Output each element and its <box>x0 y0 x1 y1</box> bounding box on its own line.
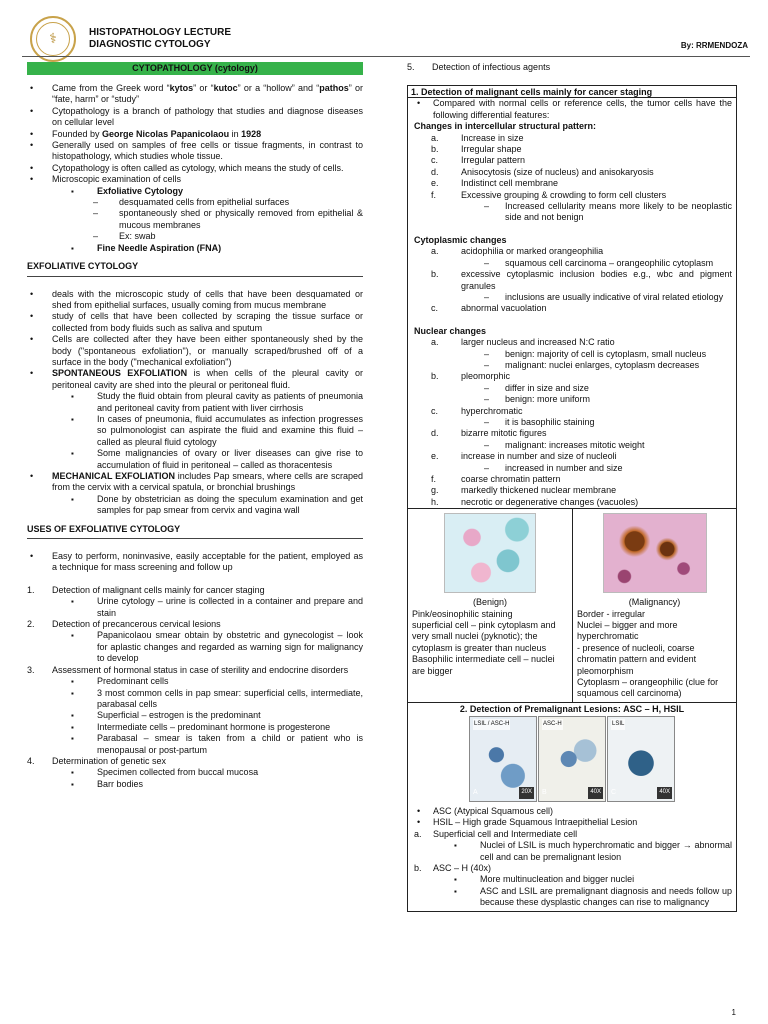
benign-micrograph-image <box>444 513 536 593</box>
list-item: • Founded by George Nicolas Papanicolaou in 1928 <box>27 129 363 140</box>
list-item: • SPONTANEOUS EXFOLIATION is when cells of the pleural cavity or peritoneal cavity are shed into the pleural or peritoneal fluid. <box>27 368 363 391</box>
section-heading-exfoliative: EXFOLIATIVE CYTOLOGY <box>27 261 363 276</box>
list-item: – benign: more uniform <box>480 394 732 405</box>
list-item: • Microscopic examination of cells <box>27 174 363 185</box>
list-item: e. increase in number and size of nucleoli <box>431 451 617 462</box>
list-item: b. pleomorphic <box>431 371 511 382</box>
premalignant-title: 2. Detection of Premalignant Lesions: ASC – H, HSIL <box>408 702 736 714</box>
list-item: • Cytopathology is often called as cytology, which means the study of cells. <box>27 163 363 174</box>
list-item: c. hyperchromatic <box>431 405 523 416</box>
list-item: 2. Detection of precancerous cervical lesions <box>27 619 221 630</box>
list-item: ▪ Done by obstetrician as doing the speculum examination and get samples for pap smear from cervix and vagina wall <box>71 494 363 517</box>
list-item: ▪ Fine Needle Aspiration (FNA) <box>71 243 363 254</box>
header-divider <box>22 56 750 57</box>
list-item: ▪ Papanicolaou smear obtain by obstetric and gynecologist – look for aplastic changes and regarded as warning sign for malignancy to develop <box>71 630 363 664</box>
list-item: c. abnormal vacuolation <box>431 303 547 314</box>
exfoliative-points <box>27 289 363 392</box>
caduceus-seal-icon: ⚕ <box>30 16 76 62</box>
box-title: 1. Detection of malignant cells mainly for cancer staging <box>408 86 736 98</box>
malignant-detection-box <box>407 85 737 911</box>
malignancy-cell: (Malignancy) Border - irregular Nuclei – bigger and more hyperchromatic - presence of nucleoli, coarse chromatin pattern and evident pleomorphism Cytoplasm – orangeophilic (clue for squamous cell carcinoma) <box>572 509 736 702</box>
benign-cell: (Benign) Pink/eosinophilic staining superficial cell – pink cytoplasm and very small nuclei (pyknotic); the cytoplasm is greater than nucleus Basophilic intermediate cell – nuclei are bigger <box>408 509 572 702</box>
spontaneous-sublist <box>71 391 363 471</box>
list-item: • HSIL – High grade Squamous Intraepithelial Lesion <box>414 817 732 828</box>
list-item: 4. Determination of genetic sex <box>27 755 167 766</box>
list-item: – it is basophilic staining <box>480 417 732 428</box>
list-item: d. Anisocytosis (size of nucleus) and anisokaryosis <box>431 166 654 177</box>
list-item: 1. Detection of malignant cells mainly for cancer staging <box>27 584 265 595</box>
list-item: c. Irregular pattern <box>431 155 526 166</box>
page-number: 1 <box>731 1008 736 1017</box>
author-byline: By: RRMENDOZA <box>680 41 748 50</box>
list-item: h. necrotic or degenerative changes (vacuoles) <box>431 496 639 507</box>
list-item: • study of cells that have been collected by scraping the tissue surface or collected from body fluids such as saliva and sputum <box>27 311 363 334</box>
list-item: ▪ Study the fluid obtain from pleural cavity as patients of pneumonia and peritoneal cavity from patient with liver cirrhosis <box>71 391 363 414</box>
list-item: ▪ Intermediate cells – predominant hormone is progesterone <box>71 722 363 733</box>
list-item: ▪ Superficial – estrogen is the predominant <box>71 710 363 721</box>
list-item: b. excessive cytoplasmic inclusion bodies e.g., wbc and pigment granules <box>431 269 732 291</box>
lsil-asch-micrograph-image: LSIL / ASC-H A 20X <box>469 716 537 802</box>
list-item: f. coarse chromatin pattern <box>431 474 561 484</box>
right-column <box>407 62 737 912</box>
malignancy-caption: (Malignancy) <box>628 597 681 608</box>
list-item: – squamous cell carcinoma – orangeophilic cytoplasm <box>480 258 732 269</box>
list-item: f. Excessive grouping & crowding to form cell clusters <box>431 189 667 200</box>
list-item: a. Increase in size <box>431 132 524 143</box>
section-title-cytopathology: CYTOPATHOLOGY (cytology) <box>27 62 363 75</box>
list-item: – differ in size and size <box>480 383 732 394</box>
list-item: • Came from the Greek word “kytos” or “kutoc” or a “hollow” and “pathos” or “fate, harm” or “study” <box>27 83 363 106</box>
list-item: ▪ Exfoliative Cytology <box>71 186 363 197</box>
document-title: HISTOPATHOLOGY LECTURE DIAGNOSTIC CYTOLOGY <box>89 27 232 50</box>
list-item: • ASC (Atypical Squamous cell) <box>414 806 732 817</box>
asc-image-strip <box>408 716 736 802</box>
list-item: ▪ ASC and LSIL are premalignant diagnosis and needs follow up because these dysplastic changes can rise to malignancy <box>454 886 732 909</box>
list-item: g. markedly thickened nuclear membrane <box>431 485 617 496</box>
asch-micrograph-image: ASC-H B 40X <box>538 716 606 802</box>
list-item: ▪ Some malignancies of ovary or liver diseases can give rise to accumulation of fluid in peritoneal – called as thoracentesis <box>71 448 363 471</box>
mechanical-sublist <box>71 494 363 517</box>
list-item: a. Superficial cell and Intermediate cell <box>414 828 578 839</box>
subheading-nuclear: Nuclear changes <box>414 325 487 336</box>
list-item: • Generally used on samples of free cells or tissue fragments, in contrast to histopathology, which studies whole tissue. <box>27 140 363 163</box>
list-item: b. Irregular shape <box>431 144 522 155</box>
list-item: • Cytopathology is a branch of pathology that studies and diagnose diseases on cellular level <box>27 106 363 129</box>
list-item: ▪ Predominant cells <box>71 676 363 687</box>
list-item: ▪ More multinucleation and bigger nuclei <box>454 874 732 885</box>
list-item: • Compared with normal cells or reference cells, the tumor cells have the following differential features: <box>414 98 732 121</box>
list-item: d. bizarre mitotic figures <box>431 428 547 439</box>
list-item: ▪ Specimen collected from buccal mucosa <box>71 767 363 778</box>
examination-types <box>71 186 363 197</box>
list-item: – malignant: increases mitotic weight <box>480 440 732 451</box>
list-item: • Easy to perform, noninvasive, easily acceptable for the patient, employed as a technique for mass screening and follow up <box>27 551 363 574</box>
list-item: b. ASC – H (40x) <box>414 862 492 873</box>
list-item: ▪ Parabasal – smear is taken from a child or patient who is menopausal or post-partum <box>71 733 363 756</box>
intro-list <box>27 83 363 186</box>
list-item: ▪ Nuclei of LSIL is much hyperchromatic and bigger → abnormal cell and can be premalignant lesion <box>454 840 732 863</box>
list-item: – benign: majority of cell is cytoplasm, small nucleus <box>480 349 732 360</box>
list-item: ▪ Barr bodies <box>71 779 363 790</box>
list-item: – Increased cellularity means more likely to be neoplastic side and not benign <box>480 201 732 224</box>
left-column <box>27 62 363 790</box>
list-item: – malignant: nuclei enlarges, cytoplasm decreases <box>480 360 732 371</box>
list-item: e. Indistinct cell membrane <box>431 178 559 189</box>
subheading-cytoplasmic: Cytoplasmic changes <box>414 234 507 245</box>
list-item: 5. Detection of infectious agents <box>407 62 551 72</box>
comparison-images <box>408 508 736 702</box>
subheading-structural: Changes in intercellular structural pattern: <box>414 121 597 132</box>
list-item: 3. Assessment of hormonal status in case of sterility and endocrine disorders <box>27 664 349 675</box>
list-item: ▪ Urine cytology – urine is collected in a container and prepare and stain <box>71 596 363 619</box>
list-item: • Cells are collected after they have been either spontaneously shed by the body ("spontaneous exfoliation"), or manually scraped/brushed off of a surface in the body ("mechanical exfoliation") <box>27 334 363 368</box>
benign-caption: (Benign) <box>472 597 508 608</box>
list-item: • MECHANICAL EXFOLIATION includes Pap smears, where cells are scraped from the cervix with a cervical spatula, or bronchial brushings <box>27 471 363 494</box>
malignancy-micrograph-image <box>603 513 707 593</box>
structural-list <box>428 133 732 201</box>
list-item: a. larger nucleus and increased N:C ratio <box>431 337 615 348</box>
uses-list <box>27 585 363 596</box>
list-item: – spontaneously shed or physically removed from epithelial & mucous membranes <box>93 208 363 231</box>
lsil-micrograph-image: LSIL C 40X <box>607 716 675 802</box>
list-item: • deals with the microscopic study of cells that have been desquamated or shed from epithelial surfaces, usually coming from mucus membrane <box>27 289 363 312</box>
list-item: – Ex: swab <box>93 231 363 242</box>
list-item: ▪ In cases of pneumonia, fluid accumulates as infection progresses so pulmonologist can aspirate the fluid and examine this fluid – called as pleural fluid cytology <box>71 414 363 448</box>
section-heading-uses: USES OF EXFOLIATIVE CYTOLOGY <box>27 524 363 539</box>
list-item: – inclusions are usually indicative of viral related etiology <box>480 292 732 303</box>
list-item: a. acidophilia or marked orangeophilia <box>431 246 604 257</box>
list-item: – desquamated cells from epithelial surfaces <box>93 197 363 208</box>
list-item: – increased in number and size <box>480 463 732 474</box>
list-item: ▪ 3 most common cells in pap smear: superficial cells, intermediate, parabasal cells <box>71 688 363 711</box>
exfoliative-sublist <box>93 197 363 243</box>
